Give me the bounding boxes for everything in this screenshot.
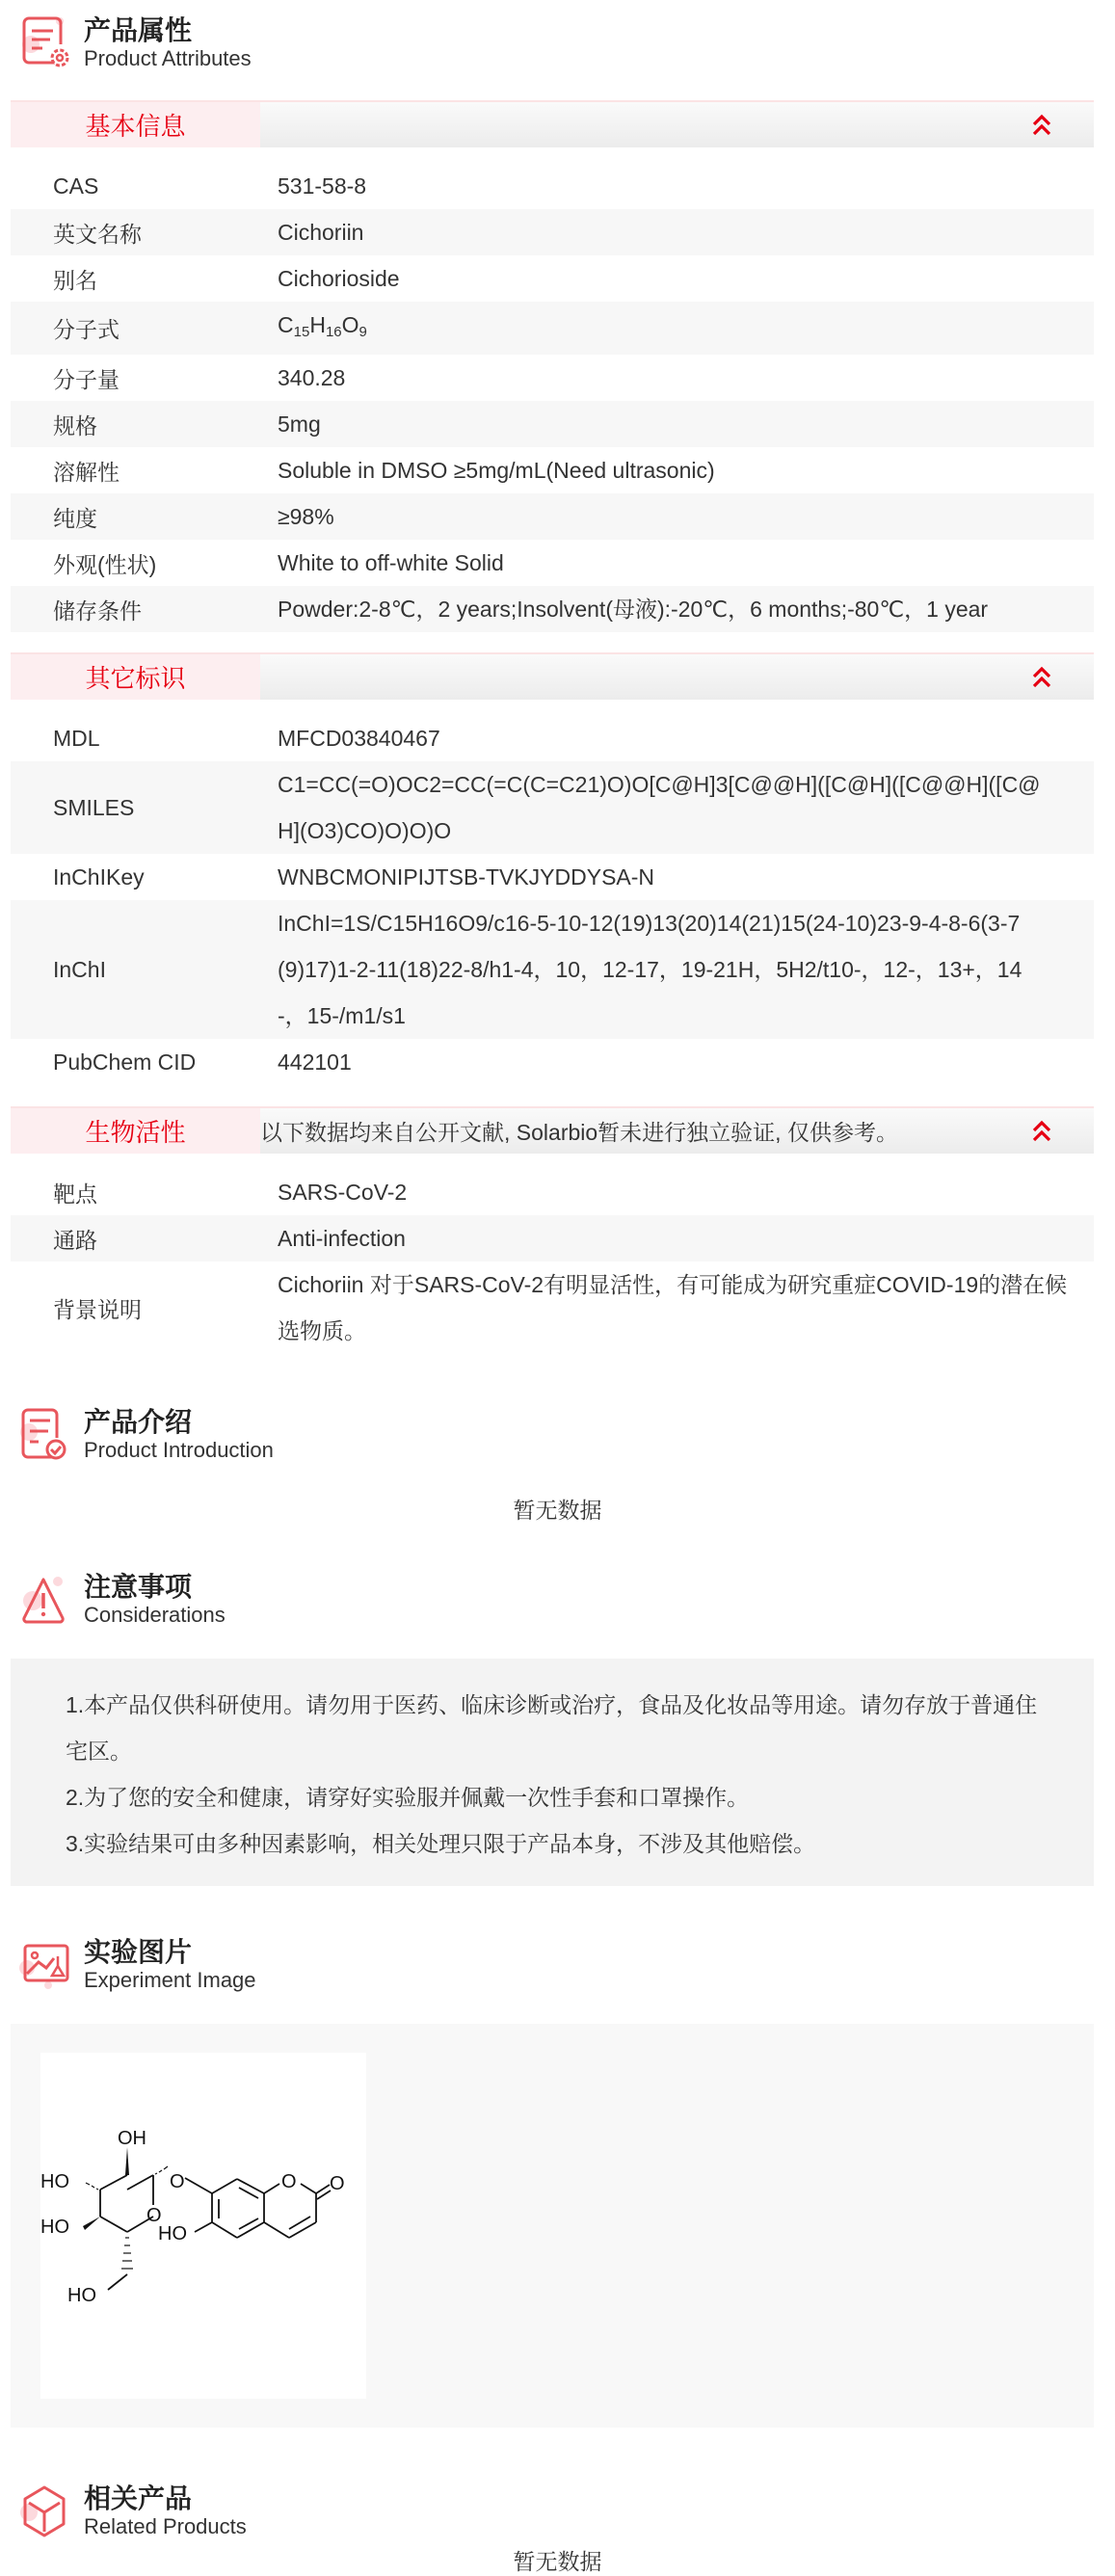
row-key: InChI — [53, 956, 106, 982]
table-row — [11, 355, 1094, 401]
section-title: 相关产品 — [84, 2483, 193, 2513]
formula-count: 16 — [325, 323, 342, 340]
row-value: Anti-infection — [278, 1226, 406, 1251]
table-row — [11, 209, 1094, 255]
row-value: Cichorioside — [278, 266, 400, 291]
row-key: 规格 — [53, 412, 97, 438]
table-row — [11, 447, 1094, 493]
notice-item: 3.实验结果可由多种因素影响，相关处理只限于产品本身，不涉及其他赔偿。 — [66, 1831, 816, 1856]
other-ids-header[interactable] — [11, 652, 1094, 700]
row-value: C1=CC(=O)OC2=CC(=C(C=C21)O)O[C@H]3[C@@H]([C@H]([C@@H]([C@H](O3)CO)O)O)O — [278, 772, 1041, 843]
table-row — [11, 540, 1094, 586]
row-key: SMILES — [53, 794, 135, 820]
row-key: 分子式 — [53, 317, 119, 342]
svg-text:HO: HO — [158, 2223, 187, 2244]
row-key: 外观(性状) — [53, 551, 157, 577]
section-title: 实验图片 — [84, 1937, 193, 1967]
section-subtitle: Related Products — [84, 2514, 247, 2538]
row-key: PubChem CID — [53, 1049, 197, 1075]
basic-info-header[interactable] — [11, 100, 1094, 147]
row-value: Soluble in DMSO ≥5mg/mL(Need ultrasonic) — [278, 458, 715, 483]
notice-item: 1.本产品仅供科研使用。请勿用于医药、临床诊断或治疗，食品及化妆品等用途。请勿存放于普通住宅区。 — [66, 1692, 1038, 1764]
row-key: 别名 — [53, 267, 97, 293]
row-value: InChI=1S/C15H16O9/c16-5-10-12(19)13(20)14(21)15(24-10)23-9-4-8-6(3-7(9)17)1-2-11(18)22-8/h1-4，10，12-17，19-21H，5H2/t10-，12-，13+，14-，15-/m1/s1 — [278, 911, 1022, 1028]
table-row — [11, 586, 1094, 632]
section-title: 注意事项 — [84, 1572, 193, 1602]
group-label: 其它标识 — [11, 654, 260, 700]
disclaimer-note: 以下数据均来自公开文献, Solarbio暂未进行独立验证, 仅供参考。 — [260, 1120, 898, 1145]
svg-text:O: O — [330, 2173, 345, 2194]
row-key: 靶点 — [53, 1181, 97, 1207]
considerations-box — [11, 1659, 1094, 1886]
svg-text:HO: HO — [40, 2171, 69, 2192]
document-check-icon — [19, 1407, 73, 1463]
row-value: ≥98% — [278, 504, 334, 529]
table-row — [11, 401, 1094, 447]
svg-text:O: O — [146, 2205, 162, 2226]
structure-label: OH — [118, 2128, 146, 2149]
table-row — [11, 761, 1094, 854]
formula-element: C — [278, 311, 294, 337]
product-attributes-heading — [19, 15, 252, 73]
row-key: 英文名称 — [53, 221, 142, 247]
image-flask-icon — [19, 1937, 73, 1993]
table-row — [11, 900, 1094, 1039]
row-value: MFCD03840467 — [278, 726, 440, 751]
row-key: 背景说明 — [53, 1296, 142, 1322]
row-key: 纯度 — [53, 505, 97, 531]
section-subtitle: Product Attributes — [84, 46, 252, 70]
table-row — [11, 1261, 1094, 1354]
notice-item: 2.为了您的安全和健康，请穿好实验服并佩戴一次性手套和口罩操作。 — [66, 1785, 750, 1810]
table-row — [11, 854, 1094, 900]
section-subtitle: Product Introduction — [84, 1438, 274, 1462]
section-subtitle: Experiment Image — [84, 1968, 256, 1992]
formula-count: 9 — [358, 323, 367, 340]
experiment-image-heading — [19, 1937, 256, 1995]
table-row — [11, 1215, 1094, 1261]
empty-state-text: 暂无数据 — [513, 2549, 602, 2574]
row-value: Cichoriin — [278, 220, 364, 245]
table-row — [11, 493, 1094, 540]
basic-info-table — [11, 163, 1094, 632]
chemical-structure-image[interactable] — [40, 2053, 366, 2399]
table-row — [11, 715, 1094, 761]
product-intro-heading — [19, 1407, 274, 1465]
section-title: 产品介绍 — [84, 1407, 193, 1437]
experiment-image-gallery — [11, 2024, 1094, 2428]
svg-text:HO: HO — [67, 2285, 96, 2306]
row-value: Cichoriin 对于SARS-CoV-2有明显活性，有可能成为研究重症COVID-19的潜在候选物质。 — [278, 1272, 1068, 1343]
row-key: MDL — [53, 725, 100, 751]
double-chevron-up-icon[interactable] — [1030, 664, 1053, 691]
table-row — [11, 1039, 1094, 1085]
bio-activity-table — [11, 1169, 1094, 1354]
row-value: SARS-CoV-2 — [278, 1180, 408, 1205]
formula-element: H — [309, 311, 326, 337]
group-label: 基本信息 — [11, 102, 260, 147]
molecular-formula — [278, 302, 1094, 356]
table-row — [11, 302, 1094, 355]
empty-state-text: 暂无数据 — [513, 1498, 602, 1523]
table-row — [11, 255, 1094, 302]
cube-icon — [19, 2483, 73, 2539]
table-row — [11, 163, 1094, 209]
row-value: 5mg — [278, 412, 321, 437]
considerations-heading — [19, 1572, 226, 1630]
group-label: 生物活性 — [11, 1108, 260, 1154]
related-products-heading — [19, 2483, 247, 2541]
row-key: InChIKey — [53, 863, 145, 890]
row-key: 通路 — [53, 1227, 97, 1253]
row-value: WNBCMONIPIJTSB-TVKJYDDYSA-N — [278, 864, 655, 890]
document-gear-icon — [19, 15, 73, 71]
row-value: Powder:2-8℃，2 years;Insolvent(母液):-20℃，6 months;-80℃，1 year — [278, 597, 989, 622]
row-key: 分子量 — [53, 366, 119, 392]
warning-triangle-icon — [19, 1572, 73, 1628]
row-value: 340.28 — [278, 365, 346, 390]
svg-text:HO: HO — [40, 2217, 69, 2238]
row-value: 531-58-8 — [278, 173, 367, 199]
formula-count: 15 — [293, 323, 310, 340]
formula-element: O — [341, 311, 359, 337]
row-key: 储存条件 — [53, 598, 142, 624]
row-value: 442101 — [278, 1049, 352, 1075]
section-title: 产品属性 — [84, 15, 193, 45]
svg-text:O: O — [170, 2171, 185, 2192]
double-chevron-up-icon[interactable] — [1030, 1118, 1053, 1145]
other-ids-table — [11, 715, 1094, 1085]
section-subtitle: Considerations — [84, 1603, 226, 1627]
row-key: 溶解性 — [53, 459, 119, 485]
svg-text:O: O — [281, 2171, 297, 2192]
table-row — [11, 1169, 1094, 1215]
row-key: CAS — [53, 173, 99, 199]
double-chevron-up-icon[interactable] — [1030, 112, 1053, 139]
bio-activity-header[interactable] — [11, 1106, 1094, 1154]
row-value: White to off-white Solid — [278, 550, 504, 575]
